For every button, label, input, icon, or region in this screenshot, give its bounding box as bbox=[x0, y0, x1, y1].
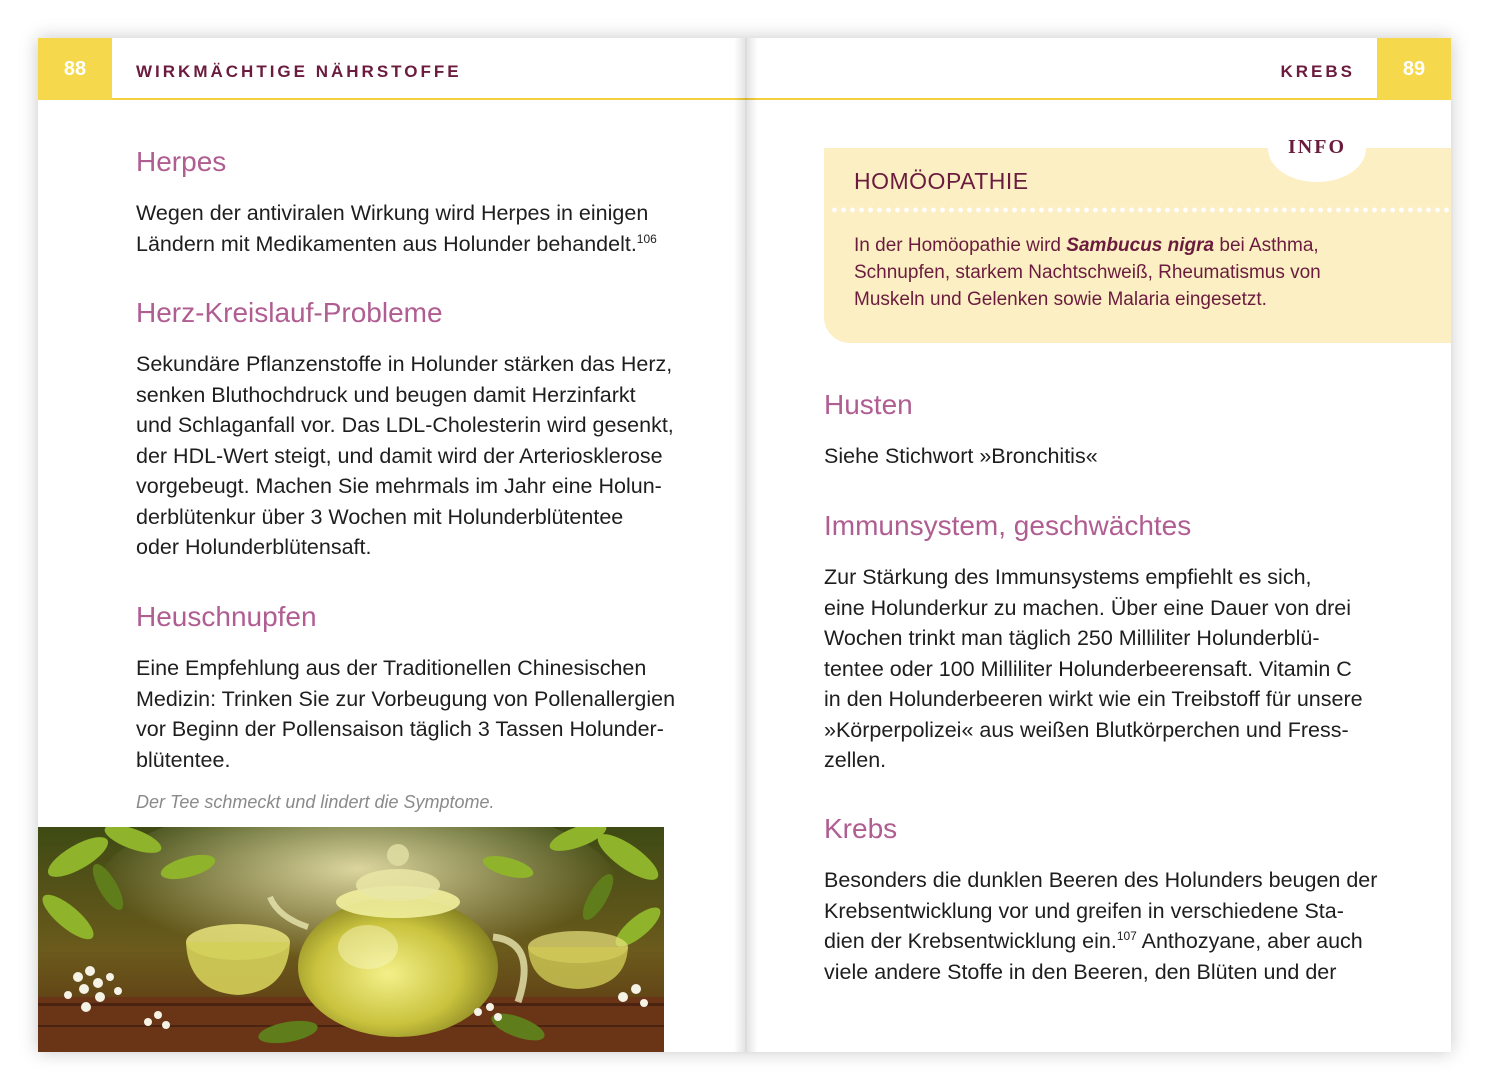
page-number-box bbox=[1377, 38, 1451, 100]
dotted-divider bbox=[830, 207, 1451, 213]
teapot-illustration bbox=[38, 827, 664, 1052]
text-line: Muskeln und Gelenken sowie Malaria eingesetzt. bbox=[854, 289, 1267, 310]
info-title: HOMÖOPATHIE bbox=[854, 168, 1029, 194]
footnote-ref: 106 bbox=[636, 231, 657, 246]
teapot-photo bbox=[38, 827, 664, 1052]
text-line: eine Holunderkur zu machen. Über eine Dauer von drei bbox=[824, 595, 1352, 620]
section-heading-herpes: Herpes bbox=[136, 146, 227, 177]
section-body-immunsystem bbox=[824, 562, 1363, 776]
text-line bbox=[824, 926, 1377, 957]
section-body-heuschnupfen bbox=[136, 653, 675, 775]
text-line: senken Bluthochdruck und beugen damit Herzinfarkt bbox=[136, 382, 636, 407]
text-line: blütentee. bbox=[136, 747, 231, 772]
text-line: der HDL-Wert steigt, und damit wird der Arteriosklerose bbox=[136, 443, 663, 468]
right-page bbox=[746, 38, 1451, 1052]
running-head: KREBS bbox=[1280, 62, 1355, 81]
page-number-box bbox=[38, 38, 112, 100]
text-line: Schnupfen, starkem Nachtschweiß, Rheumatismus von bbox=[854, 262, 1321, 283]
text-line: Wegen der antiviralen Wirkung wird Herpes in einigen bbox=[136, 201, 649, 225]
text-line: Sekundäre Pflanzenstoffe in Holunder stärken das Herz, bbox=[136, 352, 673, 376]
info-tab bbox=[1268, 128, 1366, 182]
page-number: 88 bbox=[63, 58, 87, 80]
section-heading-husten: Husten bbox=[824, 389, 913, 420]
text-span: bei Asthma, bbox=[1214, 235, 1319, 256]
text-line: derblütenkur über 3 Wochen mit Holunderblütentee bbox=[136, 504, 624, 529]
text-line: Medizin: Trinken Sie zur Vorbeugung von Pollenallergien bbox=[136, 686, 676, 711]
text-line: Zur Stärkung des Immunsystems empfiehlt es sich, bbox=[824, 565, 1312, 589]
text-line: vor Beginn der Pollensaison täglich 3 Tassen Holunder- bbox=[136, 717, 664, 741]
info-label: INFO bbox=[1288, 136, 1346, 158]
text-line: Besonders die dunklen Beeren des Holunders beugen der bbox=[824, 868, 1378, 892]
section-heading-krebs: Krebs bbox=[824, 813, 898, 844]
book-spread bbox=[38, 38, 1451, 1052]
text-line: in den Holunderbeeren wirkt wie ein Treibstoff für unsere bbox=[824, 687, 1363, 711]
text-line: tentee oder 100 Milliliter Holunderbeerensaft. Vitamin C bbox=[824, 656, 1352, 681]
section-body-krebs bbox=[824, 865, 1377, 987]
page-number: 89 bbox=[1402, 58, 1426, 80]
text-line: Eine Empfehlung aus der Traditionellen Chinesischen bbox=[136, 656, 647, 680]
text-line: viele andere Stoffe in den Beeren, den Blüten und der bbox=[824, 959, 1337, 984]
text-line bbox=[854, 232, 1321, 259]
text-line: vorgebeugt. Machen Sie mehrmals im Jahr eine Holun- bbox=[136, 474, 662, 498]
section-heading-heuschnupfen: Heuschnupfen bbox=[136, 601, 317, 632]
text-line bbox=[136, 229, 657, 260]
text-span: dien der Krebsentwicklung ein. bbox=[824, 929, 1117, 953]
section-heading-herz-kreislauf: Herz-Kreislauf-Probleme bbox=[136, 297, 443, 328]
footnote-ref: 107 bbox=[1116, 928, 1137, 943]
latin-name: Sambucus nigra bbox=[1066, 235, 1215, 256]
section-body-husten bbox=[824, 441, 1098, 472]
photo-caption: Der Tee schmeckt und lindert die Symptome. bbox=[136, 792, 495, 812]
book-gutter bbox=[734, 38, 758, 1052]
text-line: Siehe Stichwort »Bronchitis« bbox=[824, 444, 1098, 468]
text-span: Ländern mit Medikamenten aus Holunder behandelt. bbox=[136, 231, 637, 256]
header-rule bbox=[112, 98, 746, 100]
section-heading-immunsystem: Immunsystem, geschwächtes bbox=[824, 510, 1192, 541]
text-line: Wochen trinkt man täglich 250 Milliliter Holunderblü- bbox=[824, 626, 1320, 650]
text-line: »Körperpolizei« aus weißen Blutkörperchen und Fress- bbox=[824, 717, 1349, 742]
text-line: Krebsentwicklung vor und greifen in verschiedene Sta- bbox=[824, 898, 1344, 923]
text-span: In der Homöopathie wird bbox=[854, 235, 1067, 256]
info-box bbox=[824, 136, 1451, 343]
info-text bbox=[854, 232, 1321, 313]
section-body-herz-kreislauf bbox=[136, 349, 674, 563]
text-line: oder Holunderblütensaft. bbox=[136, 535, 372, 559]
left-page bbox=[38, 38, 746, 1052]
text-line: zellen. bbox=[824, 748, 887, 772]
section-body-herpes bbox=[136, 198, 657, 259]
text-span: Anthozyane, aber auch bbox=[1136, 929, 1363, 953]
header-rule bbox=[746, 98, 1377, 100]
running-head: WIRKMÄCHTIGE NÄHRSTOFFE bbox=[136, 62, 462, 81]
text-line: und Schlaganfall vor. Das LDL-Cholesterin wird gesenkt, bbox=[136, 413, 674, 437]
